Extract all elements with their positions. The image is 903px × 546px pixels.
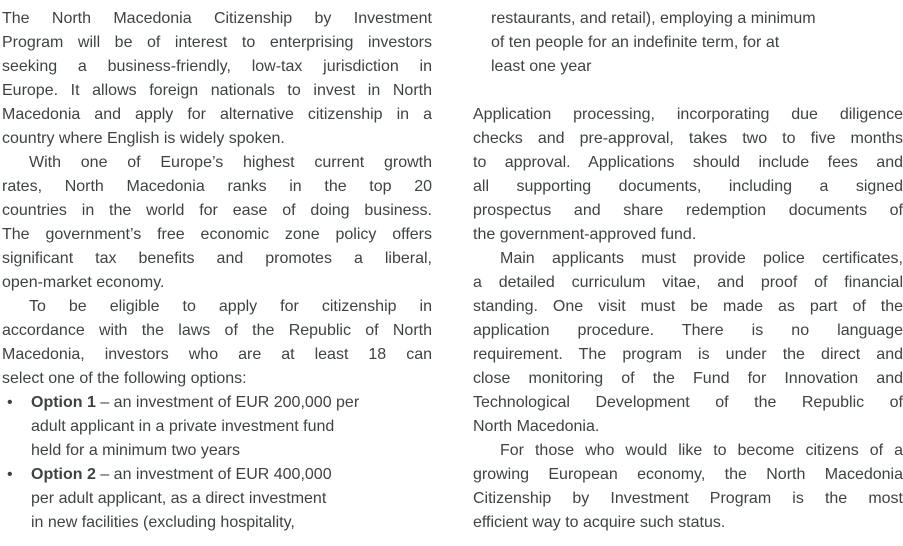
text-line: Technological Development of the Republic of bbox=[473, 394, 903, 411]
paragraph bbox=[2, 7, 432, 151]
text-line: Macedonia, investors who are at least 18 can bbox=[2, 346, 432, 363]
paragraph bbox=[2, 295, 432, 391]
text-line: open-market economy. bbox=[2, 274, 165, 291]
text-line: Option 2 – an investment of EUR 400,000 bbox=[31, 466, 332, 483]
text-line: to approval. Applications should include fees and bbox=[473, 154, 903, 171]
text-line: Europe. It allows foreign nationals to invest in North bbox=[2, 82, 432, 99]
text-line: The government’s free economic zone policy offers bbox=[2, 226, 432, 243]
text-line: standing. One visit must be made as part of the bbox=[473, 298, 903, 315]
text-line: North Macedonia. bbox=[473, 418, 600, 435]
text-line: checks and pre-approval, takes two to five months bbox=[473, 130, 903, 147]
text-line: restaurants, and retail), employing a minimum bbox=[491, 10, 816, 27]
text-line: The North Macedonia Citizenship by Investment bbox=[2, 10, 432, 27]
text-line: least one year bbox=[491, 58, 592, 75]
text-line: of ten people for an indefinite term, for at bbox=[491, 34, 780, 51]
text-line: growing European economy, the North Macedonia bbox=[473, 466, 903, 483]
text-line: rates, North Macedonia ranks in the top 20 bbox=[2, 178, 432, 195]
paragraph bbox=[473, 103, 903, 247]
text-line: significant tax benefits and promotes a liberal, bbox=[2, 250, 432, 267]
text-line: seeking a business-friendly, low-tax jurisdiction in bbox=[2, 58, 432, 75]
text-line: select one of the following options: bbox=[2, 370, 247, 387]
list-continuation bbox=[473, 7, 903, 79]
text-line: the government-approved fund. bbox=[473, 226, 697, 243]
text-line: accordance with the laws of the Republic of North bbox=[2, 322, 432, 339]
paragraph bbox=[2, 151, 432, 295]
text-line: With one of Europe’s highest current growth bbox=[29, 154, 432, 171]
bullet-icon: • bbox=[7, 394, 13, 411]
text-line: Macedonia and apply for alternative citizenship in a bbox=[2, 106, 432, 123]
text-line: adult applicant in a private investment fund bbox=[31, 418, 335, 435]
option-label: Option 2 bbox=[31, 466, 96, 483]
text-line: To be eligible to apply for citizenship in bbox=[29, 298, 432, 315]
paragraph bbox=[473, 439, 903, 535]
text-line: efficient way to acquire such status. bbox=[473, 514, 726, 531]
text-line: prospectus and share redemption documents of bbox=[473, 202, 903, 219]
text-line: per adult applicant, as a direct investment bbox=[31, 490, 327, 507]
text-line: countries in the world for ease of doing business. bbox=[2, 202, 432, 219]
text-line: requirement. The program is under the direct and bbox=[473, 346, 903, 363]
right-column bbox=[473, 7, 903, 546]
text-line: Main applicants must provide police certificates, bbox=[500, 250, 903, 267]
paragraph bbox=[473, 247, 903, 439]
bullet bbox=[2, 391, 432, 463]
text-line: Option 1 – an investment of EUR 200,000 per bbox=[31, 394, 360, 411]
text-line: in new facilities (excluding hospitality, bbox=[31, 514, 295, 531]
text-line: Program will be of interest to enterprising investors bbox=[2, 34, 432, 51]
bullet bbox=[2, 463, 432, 535]
text-line: close monitoring of the Fund for Innovation and bbox=[473, 370, 903, 387]
text-line: application procedure. There is no language bbox=[473, 322, 903, 339]
bullet-icon: • bbox=[7, 466, 13, 483]
option-label: Option 1 bbox=[31, 394, 96, 411]
text-line: all supporting documents, including a signed bbox=[473, 178, 903, 195]
text-line: Application processing, incorporating due diligence bbox=[473, 106, 903, 123]
text-line: country where English is widely spoken. bbox=[2, 130, 285, 147]
text-line: held for a minimum two years bbox=[31, 442, 240, 459]
left-column bbox=[2, 7, 432, 546]
text-line: Citizenship by Investment Program is the most bbox=[473, 490, 903, 507]
text-line: a detailed curriculum vitae, and proof of financial bbox=[473, 274, 903, 291]
blank-line bbox=[473, 79, 903, 103]
text-line: For those who would like to become citizens of a bbox=[500, 442, 903, 459]
